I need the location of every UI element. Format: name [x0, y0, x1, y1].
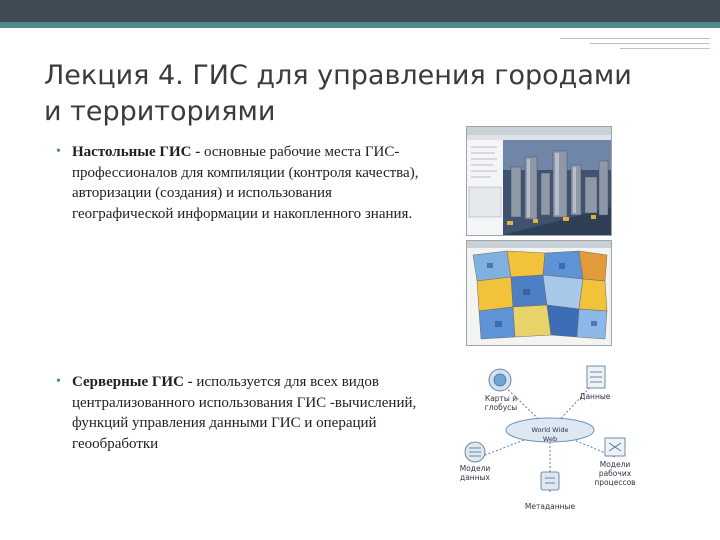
bullet-term: Серверные ГИС -: [72, 374, 193, 390]
slide-title: [44, 58, 684, 130]
server-gis-diagram: [455, 352, 645, 522]
bullet-desktop-gis: [56, 142, 432, 224]
diagram-node-metadata: Метаданные: [524, 502, 576, 511]
diagram-node-data: Данные: [579, 392, 611, 401]
bullet-server-gis: [56, 372, 432, 454]
desktop-gis-map-image: [466, 240, 612, 346]
bullet-text: основные рабочие места ГИС-профессионалов для компиляции (контроля качества), авторизации (создания) и использования географической информации и накопленного знания.: [72, 144, 419, 222]
bullet-term: Настольные ГИС -: [72, 144, 201, 160]
bullet-text: используется для всех видов централизованного использования ГИС -вычислений, функций управления данными ГИС и операций геообработки: [72, 374, 417, 452]
decorative-lines: [550, 34, 710, 52]
bullet-marker: •: [56, 374, 61, 389]
title-line-1: Лекция 4. ГИС для управления городами: [44, 60, 632, 91]
diagram-node-data-models: Модели данных: [459, 464, 491, 482]
top-bar: [0, 0, 720, 22]
diagram-node-maps: Карты и глобусы: [484, 394, 518, 412]
diagram-node-workflow-models: Модели рабочих процессов: [594, 460, 636, 487]
diagram-center-label: World Wide Web: [531, 426, 569, 443]
bullet-marker: •: [56, 144, 61, 159]
desktop-gis-3d-city-image: [466, 126, 612, 236]
title-line-2: и территориями: [44, 96, 276, 127]
top-accent-bar: [0, 22, 720, 28]
